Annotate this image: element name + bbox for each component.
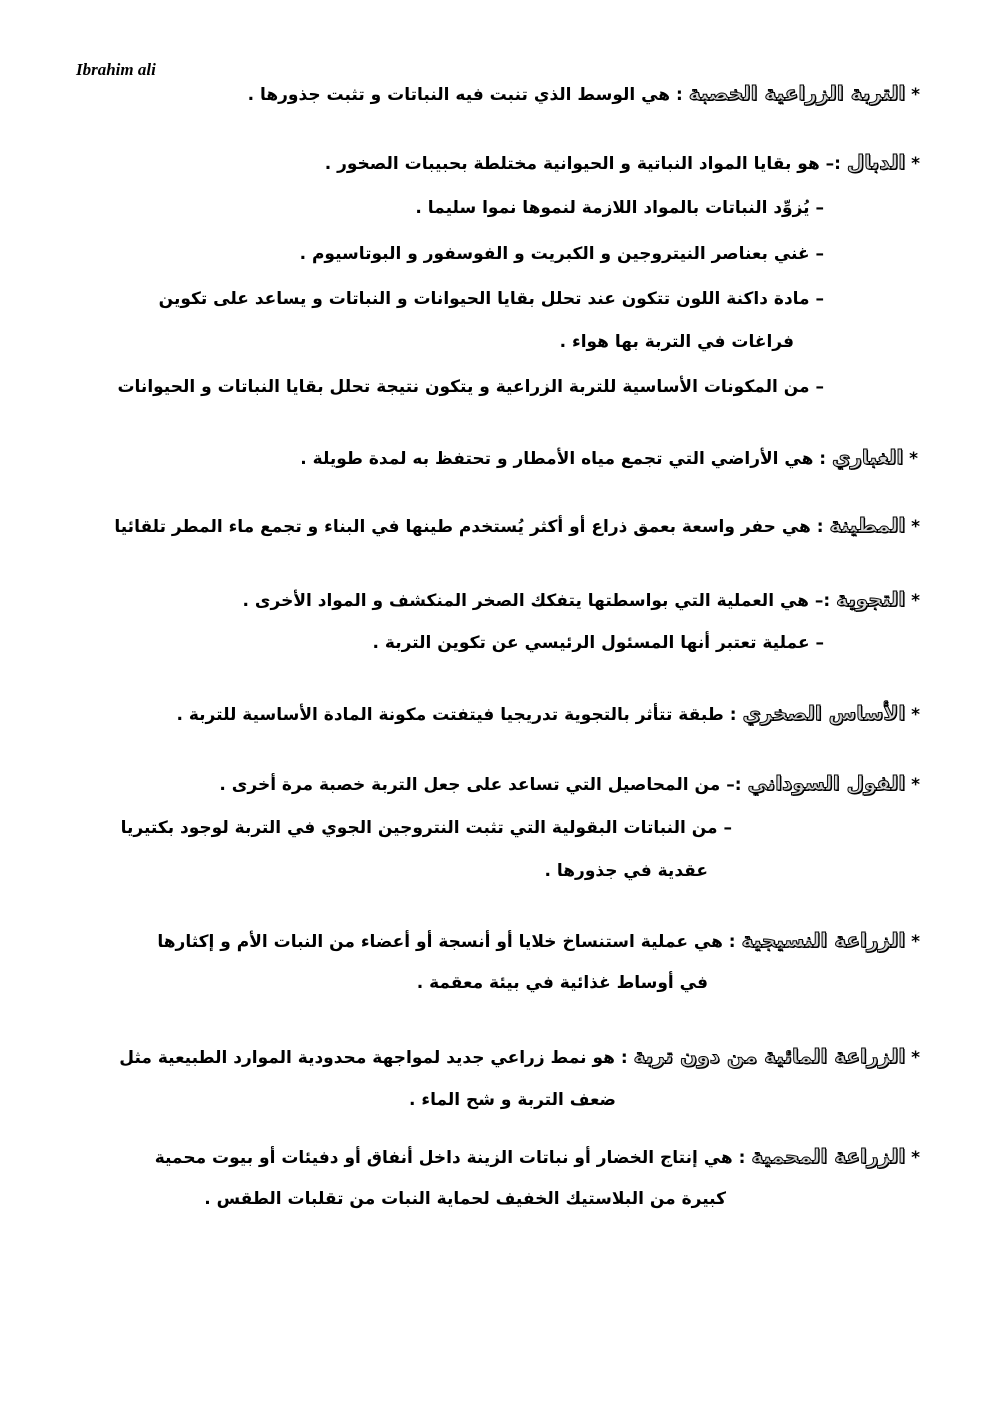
protected-agriculture-continued [204,1186,726,1212]
definition-ghabari [300,444,918,472]
dash-bullet: – [815,377,824,397]
definition-text: : هي عملية استنساخ خلايا أو أنسجة أو أعضاء من النبات الأم و إكثارها [157,932,742,952]
hydroponics-continued [409,1087,616,1113]
humus-point-3-continued [560,329,794,355]
author-name: Ibrahim ali [76,60,156,79]
definition-text: :– هي العملية التي بواسطتها يتفكك الصخر المنكشف و المواد الأخرى . [242,591,837,611]
definition-bedrock [176,700,920,728]
weathering-point-1 [373,630,824,656]
humus-point-4 [117,374,824,400]
definition-humus [325,149,920,177]
definition-tissue-culture [157,927,920,955]
dash-bullet: – [723,818,732,838]
dash-bullet: – [815,289,824,309]
bullet-star: * [911,517,920,537]
bullet-star: * [911,154,920,174]
bullet-star: * [911,1048,920,1068]
dash-bullet: – [815,244,824,264]
term-heading: الزراعة النسيجية [741,928,906,952]
term-heading: الأساس الصخري [742,701,906,725]
bullet-star: * [911,591,920,611]
peanut-point-1-continued [544,858,708,884]
definition-text: كبيرة من البلاستيك الخفيف لحماية النبات من تقلبات الطقس . [204,1189,726,1209]
humus-point-2 [300,241,824,267]
term-heading: الزراعة المحمية [751,1144,906,1168]
definition-text: في أوساط غذائية في بيئة معقمة . [416,973,708,993]
definition-text: : هي الأراضي التي تجمع مياه الأمطار و تحتفظ به لمدة طويلة . [300,449,833,469]
definition-fertile-soil [248,80,920,108]
term-heading: المطينة [829,513,906,537]
definition-text: : هو نمط زراعي جديد لمواجهة محدودية الموارد الطبيعية مثل [119,1048,634,1068]
definition-peanut [219,770,920,798]
point-text: يُزوِّد النباتات بالمواد اللازمة لنموها نموا سليما . [415,198,810,218]
dash-bullet: – [815,633,824,653]
definition-weathering [243,586,920,614]
definition-text: : هي الوسط الذي تنبت فيه النباتات و تثبت جذورها . [247,85,689,105]
definition-text: :– من المحاصيل التي تساعد على جعل التربة خصبة مرة أخرى . [219,775,748,795]
bullet-star: * [911,705,920,725]
tissue-culture-continued [417,970,708,996]
term-heading: الدبال [846,150,906,174]
bullet-star: * [911,775,920,795]
point-text: عقدية في جذورها . [544,861,708,881]
bullet-star: * [911,932,920,952]
bullet-star: * [909,449,918,469]
point-text: مادة داكنة اللون تتكون عند تحلل بقايا الحيوانات و النباتات و يساعد على تكوين [158,289,810,309]
term-heading: التربة الزراعية الخصبة [688,81,906,105]
definition-mutaina [114,512,920,540]
term-heading: الفول السوداني [747,771,906,795]
definition-text: : هي إنتاج الخضار أو نباتات الزينة داخل أنفاق أو دفيئات أو بيوت محمية [154,1148,752,1168]
point-text: عملية تعتبر أنها المسئول الرئيسي عن تكوين التربة . [372,633,810,653]
definition-text: : هي حفر واسعة بعمق ذراع أو أكثر يُستخدم طينها في البناء و تجمع ماء المطر تلقائيا [114,517,830,537]
definition-text: :– هو بقايا المواد النباتية و الحيوانية مختلطة بحبيبات الصخور . [324,154,847,174]
definition-hydroponics [119,1043,920,1071]
term-heading: التجوية [836,587,906,611]
humus-point-3 [159,286,824,312]
point-text: من النباتات البقولية التي تثبت النتروجين الجوي في التربة لوجود بكتيريا [120,818,718,838]
bullet-star: * [911,1148,920,1168]
point-text: غني بعناصر النيتروجين و الكبريت و الفوسفور و البوتاسيوم . [299,244,810,264]
term-heading: الغباري [832,445,904,469]
peanut-point-1 [121,815,732,841]
term-heading: الزراعة المائية من دون تربة [633,1044,906,1068]
humus-point-1 [415,195,824,221]
point-text: فراغات في التربة بها هواء . [559,332,794,352]
dash-bullet: – [815,198,824,218]
bullet-star: * [911,85,920,105]
definition-text: : طبقة تتأثر بالتجوية تدريجيا فيتفتت مكونة المادة الأساسية للتربة . [176,705,743,725]
definition-protected-agriculture [155,1143,920,1171]
definition-text: ضعف التربة و شح الماء . [409,1090,616,1110]
point-text: من المكونات الأساسية للتربة الزراعية و يتكون نتيجة تحلل بقايا النباتات و الحيوانات [117,377,810,397]
